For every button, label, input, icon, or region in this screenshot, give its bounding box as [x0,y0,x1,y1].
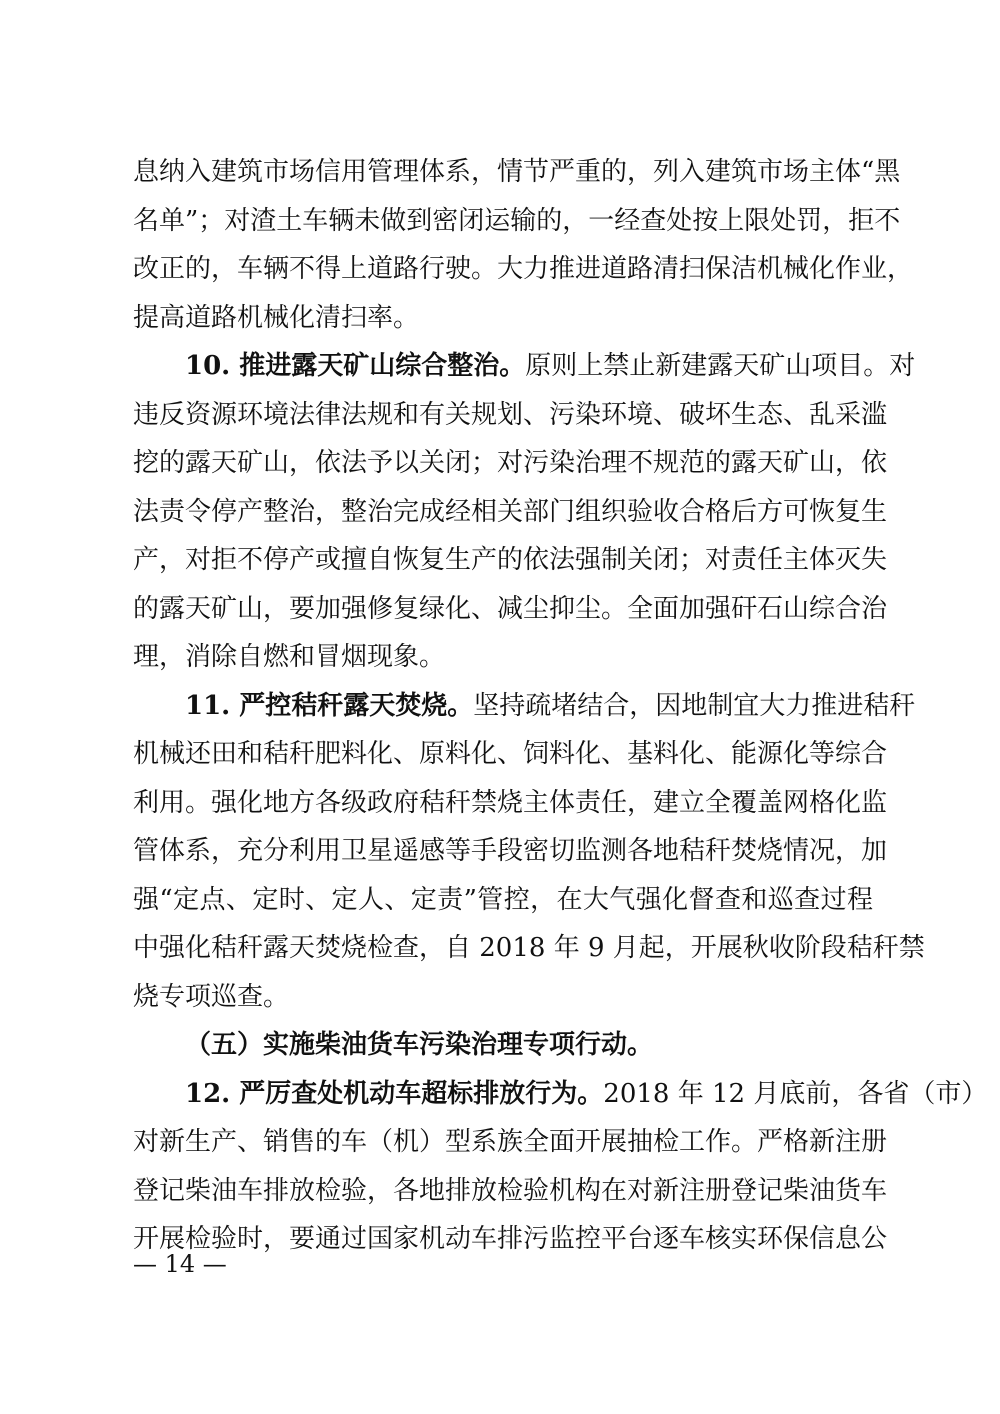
text-line: 提高道路机械化清扫率。 [133,302,420,333]
text-line: 法责令停产整治，整治完成经相关部门组织验收合格后方可恢复生 [133,496,888,527]
text-line: 登记柴油车排放检验，各地排放检验机构在对新注册登记柴油货车 [133,1175,888,1206]
text-line: 产，对拒不停产或擅自恢复生产的依法强制关闭；对责任主体灭失 [133,545,888,575]
item-11-paragraph [133,682,925,1022]
text-line: 名单”；对渣土车辆未做到密闭运输的，一经查处按上限处罚，拒不 [133,205,901,236]
text-line: 理，消除自燃和冒烟现象。 [133,642,446,672]
item-12-first-line: 2018 年 12 月底前，各省（市） [603,1078,988,1109]
section-heading: （五）实施柴油货车污染治理专项行动。 [185,1030,654,1060]
item-11-heading: 11. 严控秸秆露天焚烧。 [185,690,474,721]
text-line [133,342,916,391]
item-12-heading: 12. 严厉查处机动车超标排放行为。 [185,1078,604,1109]
text-line [133,1070,988,1119]
text-line: 机械还田和秸秆肥料化、原料化、饲料化、基料化、能源化等综合 [133,739,888,769]
text-line: 挖的露天矿山，依法予以关闭；对污染治理不规范的露天矿山，依 [133,448,888,478]
text-line: 改正的，车辆不得上道路行驶。大力推进道路清扫保洁机械化作业， [133,254,914,284]
text-line: 息纳入建筑市场信用管理体系，情节严重的，列入建筑市场主体“黑 [133,157,901,187]
paragraph-continuation [133,148,914,342]
item-11-first-line: 坚持疏堵结合，因地制宜大力推进秸秆 [473,690,916,721]
text-line: 中强化秸秆露天焚烧检查，自 2018 年 9 月起，开展秋收阶段秸秆禁 [133,933,925,963]
text-line: 强“定点、定时、定人、定责”管控，在大气强化督查和巡查过程 [133,884,873,915]
text-line: 烧专项巡查。 [133,981,290,1012]
page-number: — 14 — [133,1250,227,1278]
document-body [133,148,988,1264]
text-line: 对新生产、销售的车（机）型系族全面开展抽检工作。严格新注册 [133,1127,888,1157]
item-10-heading: 10. 推进露天矿山综合整治。 [185,351,526,381]
text-line: 管体系，充分利用卫星遥感等手段密切监测各地秸秆焚烧情况，加 [133,836,888,866]
item-12-paragraph [133,1070,988,1264]
text-line: 违反资源环境法律法规和有关规划、污染环境、破坏生态、乱采滥 [133,399,888,430]
text-line: 利用。强化地方各级政府秸秆禁烧主体责任，建立全覆盖网格化监 [133,787,888,818]
text-line: 的露天矿山，要加强修复绿化、减尘抑尘。全面加强矸石山综合治 [133,593,888,624]
text-line: 开展检验时，要通过国家机动车排污监控平台逐车核实环保信息公 [133,1224,888,1254]
item-10-first-line: 原则上禁止新建露天矿山项目。对 [525,351,916,381]
item-10-paragraph [133,342,916,682]
text-line [133,682,916,731]
